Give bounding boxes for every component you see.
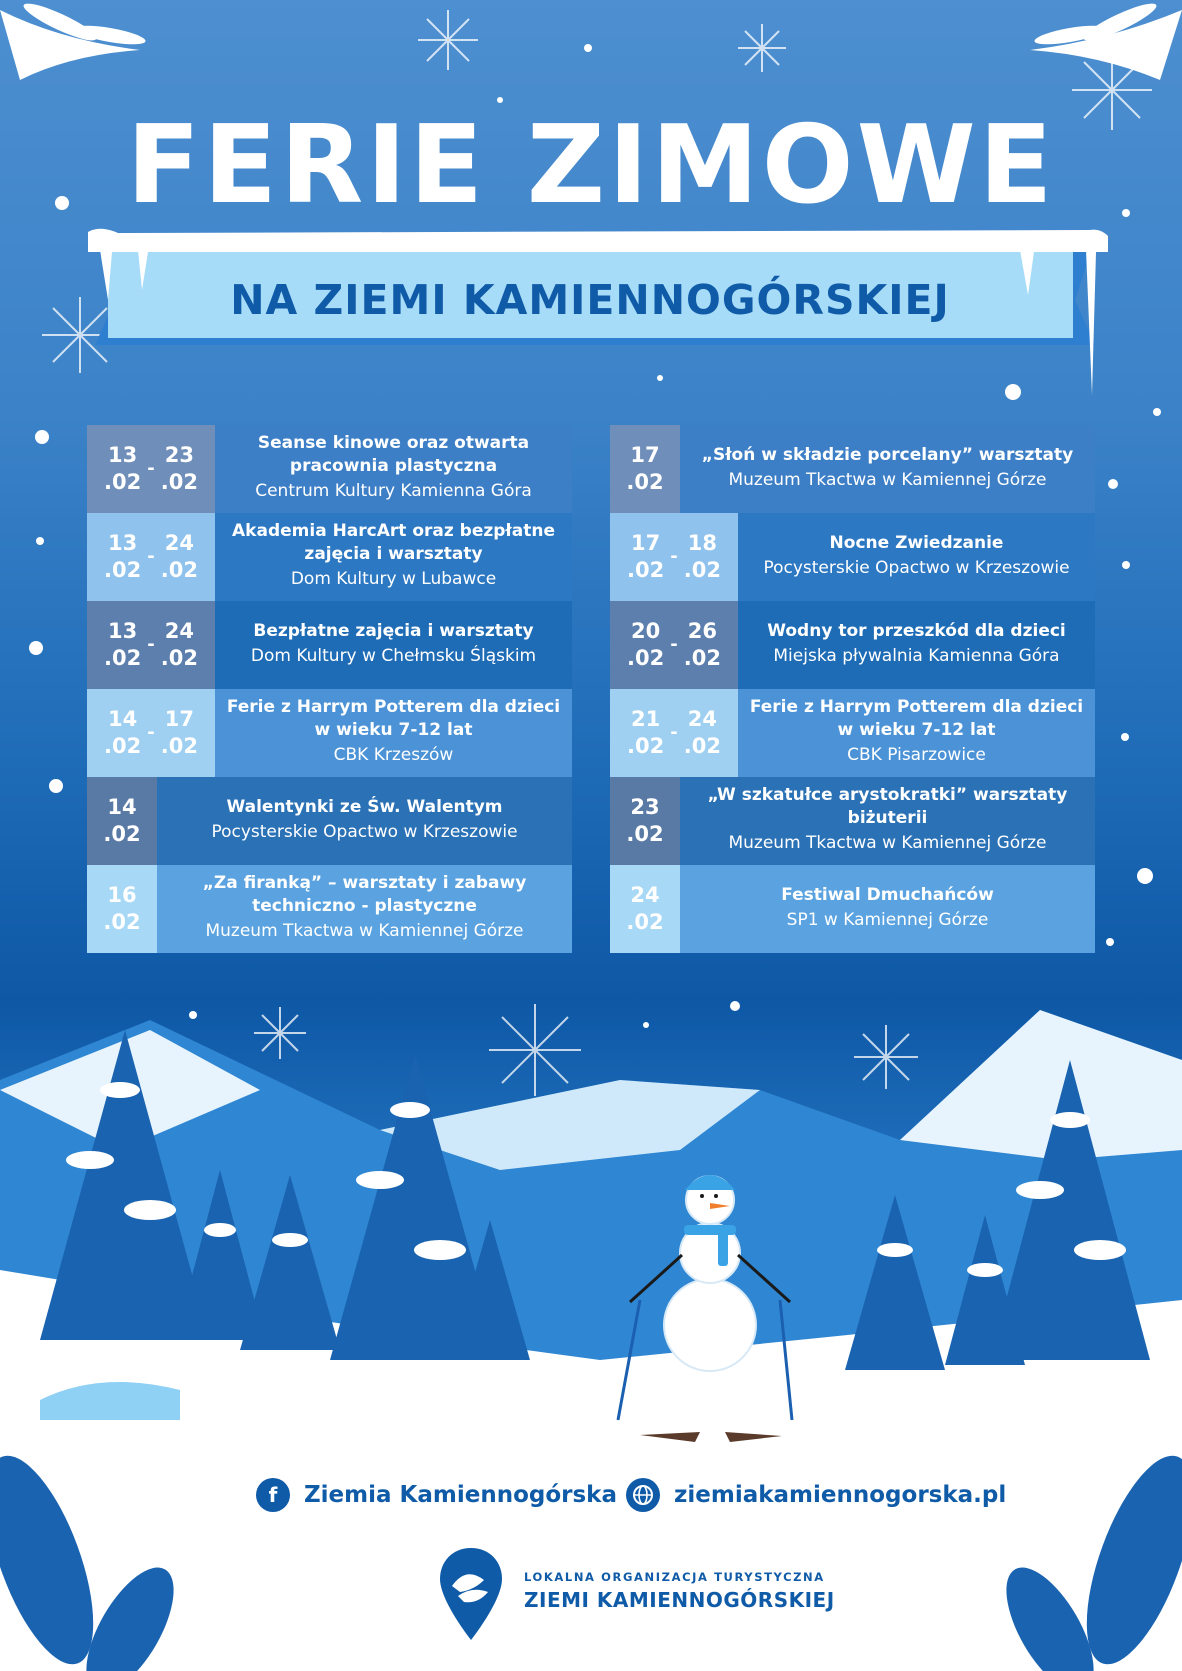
event-place: Miejska pływalnia Kamienna Góra [773,645,1060,666]
date-part [103,794,140,849]
org-name [524,1570,835,1612]
date-day: 24 [164,530,194,555]
event-title: „Słoń w składzie porcelany” warsztaty [701,444,1074,465]
date-separator: - [670,722,678,744]
date-part [627,530,664,585]
page-subtitle: NA ZIEMI KAMIENNOGÓRSKIEJ [230,276,950,324]
event-place: Dom Kultury w Chełmsku Śląskim [250,645,537,666]
event-date [610,689,738,777]
event-place: Muzeum Tkactwa w Kamiennej Górze [728,833,1047,854]
event-place: Muzeum Tkactwa w Kamiennej Górze [728,469,1047,490]
date-month: .02 [160,646,198,670]
date-part [627,618,664,673]
event-info [680,865,1095,953]
date-month: .02 [626,470,664,494]
date-part [104,442,141,497]
event-info [157,777,572,865]
date-month: .02 [627,734,665,758]
globe-icon [626,1478,660,1512]
date-month: .02 [683,646,721,670]
date-month: .02 [626,910,664,934]
date-part [626,794,663,849]
event-date [610,425,680,513]
date-day: 21 [631,706,661,731]
event-row [610,425,1095,513]
event-row [610,513,1095,601]
event-info [738,601,1095,689]
events-column-right [610,425,1095,953]
event-place: Muzeum Tkactwa w Kamiennej Górze [205,921,524,942]
event-row [87,513,572,601]
date-part [161,706,198,761]
event-date [87,425,215,513]
date-day: 26 [687,618,717,643]
date-day: 14 [107,794,137,819]
event-place: Centrum Kultury Kamienna Góra [255,481,532,502]
date-separator: - [147,546,155,568]
date-month: .02 [683,734,721,758]
date-day: 17 [164,706,194,731]
event-title: Nocne Zwiedzanie [829,532,1004,553]
event-date [87,689,215,777]
date-part [104,618,141,673]
org-line1: LOKALNA ORGANIZACJA TURYSTYCZNA [524,1570,825,1584]
event-title: Ferie z Harrym Potterem dla dzieci w wieku 7-12 lat [226,697,561,741]
date-part [626,882,663,937]
event-info [215,425,572,513]
date-month: .02 [104,646,142,670]
date-day: 13 [108,530,138,555]
date-part [684,706,721,761]
event-title: „W szkatułce arystokratki” warsztaty biżuterii [707,785,1068,829]
facebook-label: Ziemia Kamiennogórska [304,1482,617,1508]
date-day: 18 [687,530,717,555]
date-separator: - [670,634,678,656]
date-month: .02 [627,558,665,582]
event-date [610,865,680,953]
date-month: .02 [104,558,142,582]
date-day: 16 [107,882,137,907]
date-part [684,530,721,585]
branch-decoration [0,0,1182,80]
date-part [104,530,141,585]
date-part [161,618,198,673]
event-info [738,513,1095,601]
event-title: Wodny tor przeszkód dla dzieci [767,620,1066,641]
event-title: Ferie z Harrym Potterem dla dzieci w wieku 7-12 lat [749,697,1084,741]
event-place: CBK Pisarzowice [847,745,986,766]
date-day: 13 [108,442,138,467]
date-part [161,442,198,497]
event-title: Akademia HarcArt oraz bezpłatne zajęcia i warsztaty [232,521,555,565]
event-row [610,865,1095,953]
event-date [87,865,157,953]
event-row [87,425,572,513]
event-row [610,689,1095,777]
event-info [738,689,1095,777]
date-separator: - [147,722,155,744]
date-part [626,442,663,497]
date-day: 13 [108,618,138,643]
date-separator: - [147,634,155,656]
date-day: 23 [164,442,194,467]
date-separator: - [147,458,155,480]
event-info [680,777,1095,865]
event-title: „Za firanką” – warsztaty i zabawy techniczno - plastyczne [202,873,527,917]
org-line2: ZIEMI KAMIENNOGÓRSKIEJ [524,1588,835,1612]
event-row [87,601,572,689]
event-row [87,777,572,865]
date-month: .02 [104,734,142,758]
website-label: ziemiakamiennogorska.pl [674,1482,1007,1508]
events-column-left [87,425,572,953]
date-day: 24 [630,882,660,907]
event-row [610,777,1095,865]
event-row [610,601,1095,689]
page-title: FERIE ZIMOWE [126,103,1056,228]
event-title: Seanse kinowe oraz otwarta pracownia plastyczna [257,433,530,477]
event-date [87,601,215,689]
date-day: 24 [687,706,717,731]
date-separator: - [670,546,678,568]
date-month: .02 [160,734,198,758]
event-info [215,601,572,689]
date-month: .02 [160,558,198,582]
event-row [87,689,572,777]
facebook-icon: f [256,1478,290,1512]
event-place: Pocysterskie Opactwo w Krzeszowie [763,557,1070,578]
event-place: Pocysterskie Opactwo w Krzeszowie [211,821,518,842]
date-day: 17 [630,442,660,467]
date-day: 17 [631,530,661,555]
date-part [684,618,721,673]
event-row [87,865,572,953]
date-day: 23 [630,794,660,819]
event-info [215,689,572,777]
event-date [610,601,738,689]
event-place: SP1 w Kamiennej Górze [786,909,989,930]
event-date [87,513,215,601]
date-part [104,706,141,761]
date-month: .02 [160,470,198,494]
event-info [157,865,572,953]
date-month: .02 [103,910,141,934]
date-part [627,706,664,761]
event-info [680,425,1095,513]
event-title: Bezpłatne zajęcia i warsztaty [253,620,534,641]
org-logo [438,1546,504,1642]
event-title: Walentynki ze Św. Walentym [226,796,503,817]
event-place: Dom Kultury w Lubawce [290,569,497,590]
event-date [610,777,680,865]
date-month: .02 [626,822,664,846]
event-title: Festiwal Dmuchańców [781,884,994,905]
website-link[interactable] [626,1478,1006,1512]
facebook-link[interactable] [256,1478,617,1512]
date-month: .02 [627,646,665,670]
date-month: .02 [683,558,721,582]
date-month: .02 [103,822,141,846]
event-date [87,777,157,865]
date-part [161,530,198,585]
date-month: .02 [104,470,142,494]
date-part [103,882,140,937]
event-info [215,513,572,601]
date-day: 20 [631,618,661,643]
event-place: CBK Krzeszów [333,745,454,766]
date-day: 24 [164,618,194,643]
event-date [610,513,738,601]
date-day: 14 [108,706,138,731]
